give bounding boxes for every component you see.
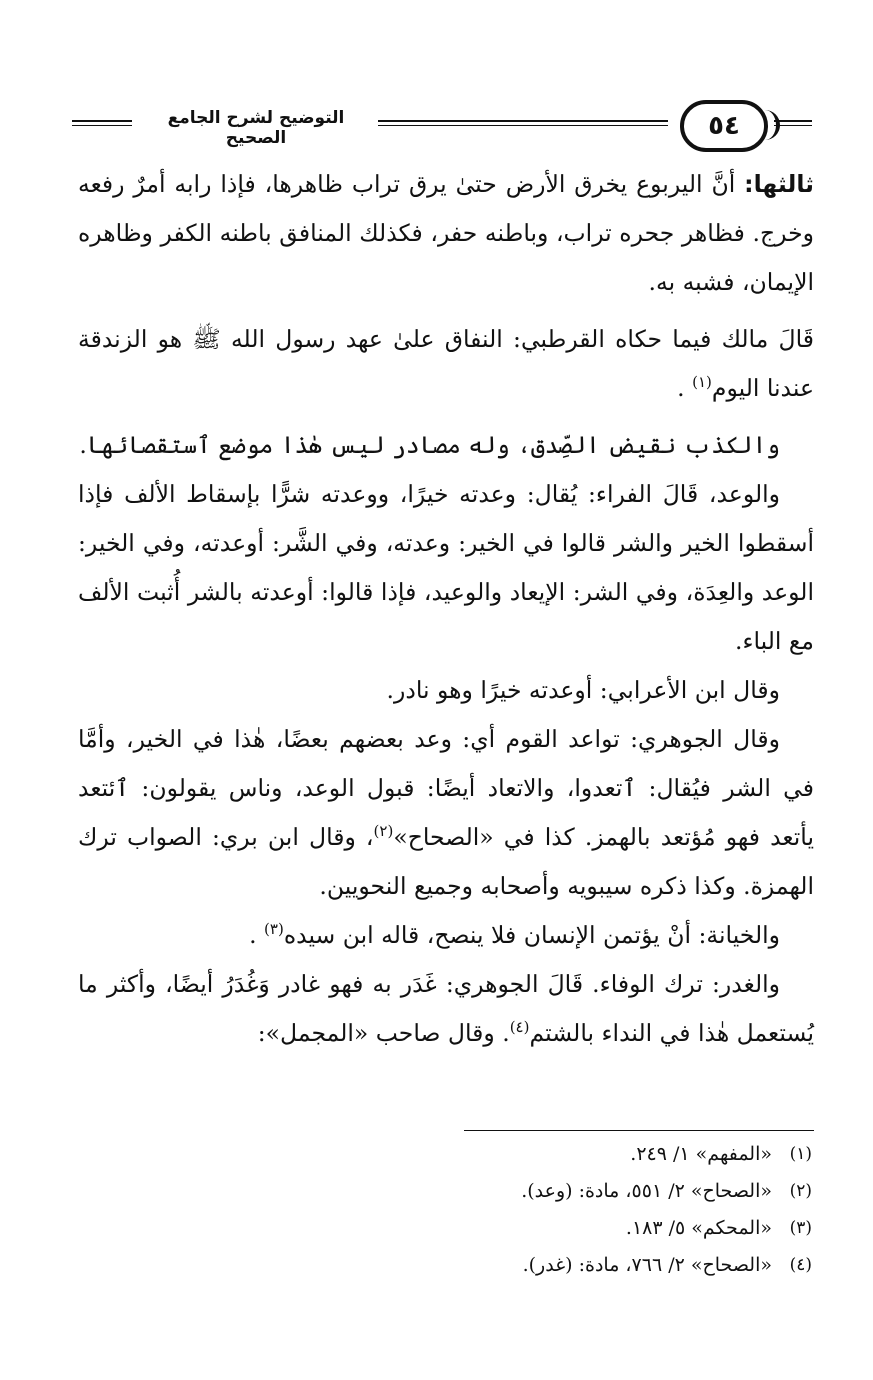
- paragraph-text: وقال ابن الأعرابي: أوعدته خيرًا وهو نادر.: [386, 676, 780, 704]
- paragraph-text-cont: ، وقال ابن بري: الصواب ترك الهمزة. وكذا ذكره سيبويه وأصحابه وجميع النحويين.: [78, 823, 814, 900]
- paragraph-4: [78, 470, 814, 666]
- running-header: [68, 98, 814, 158]
- footnote-text: «الصحاح» ٢/ ٥٥١، مادة: (وعد).: [521, 1180, 772, 1202]
- page-number-badge: [680, 100, 768, 152]
- paragraph-2: [78, 315, 814, 413]
- paragraph-text-cont: . وقال صاحب «المجمل»:: [257, 1019, 510, 1047]
- paragraph-8: [78, 960, 814, 1058]
- paragraph-text: والكذب نقيض الصِّدق، وله مصادر ليس هٰذا موضع ٱستقصائها.: [79, 431, 780, 459]
- paragraph-end: .: [249, 921, 257, 949]
- page-number: ٥٤: [708, 111, 740, 141]
- paragraph-text: والخيانة: أنْ يؤتمن الإنسان فلا ينصح، قاله ابن سيده: [283, 921, 780, 949]
- footnote-1: [380, 1136, 812, 1173]
- footnote-2: [380, 1173, 812, 1210]
- running-title: التوضيح لشرح الجامع الصحيح: [167, 108, 345, 148]
- paragraph-1: [78, 160, 814, 307]
- paragraph-3: [78, 421, 814, 470]
- footnote-3: [380, 1210, 812, 1247]
- footnotes: [380, 1136, 812, 1284]
- footnote-ref-4[interactable]: (٤): [509, 1018, 530, 1037]
- footnote-text: «المفهم» ١/ ٢٤٩.: [630, 1143, 772, 1165]
- header-rule-right: [774, 120, 812, 126]
- paragraph-text: والوعد، قَالَ الفراء: يُقال: وعدته خيرًا، ووعدته شرًّا بإسقاط الألف فإذا أسقطوا الخير والشر قالوا في الخير: وعدته، وفي الشَّر: أوعدته، وفي الخير: الوعد والعِدَة، وفي الشر: الإيعاد والوعيد، فإذا قالوا: أوعدته بالشر أُثبت الألف مع الباء.: [78, 480, 814, 655]
- footnote-ref-3[interactable]: (٣): [264, 920, 284, 939]
- paragraph-5: [78, 666, 814, 715]
- footnote-ref-2[interactable]: (٢): [373, 822, 394, 841]
- footnote-number: (٢): [789, 1181, 812, 1201]
- footnote-ref-1[interactable]: (١): [692, 373, 712, 392]
- footnote-number: (١): [789, 1144, 812, 1164]
- paragraph-7: [78, 911, 814, 960]
- header-rule-middle: [378, 120, 668, 126]
- footnote-divider: [464, 1130, 814, 1131]
- footnote-number: (٤): [789, 1255, 812, 1275]
- footnote-4: [380, 1247, 812, 1284]
- main-text: [78, 160, 814, 1058]
- paragraph-text: والغدر: ترك الوفاء. قَالَ الجوهري: غَدَر به فهو غادر وَغُدَرُ أيضًا، وأكثر ما يُستعمل هٰذا في النداء بالشتم: [78, 970, 814, 1047]
- paragraph-end: .: [677, 374, 685, 402]
- paragraph-lead: ثالثها:: [744, 170, 814, 198]
- header-rule-left: [72, 120, 132, 126]
- paragraph-text: قَالَ مالك فيما حكاه القرطبي: النفاق علىٰ عهد رسول الله ﷺ هو الزندقة عندنا اليوم: [78, 325, 814, 402]
- paragraph-6: [78, 715, 814, 911]
- footnote-number: (٣): [789, 1218, 812, 1238]
- footnote-text: «المحكم» ٥/ ١٨٣.: [625, 1217, 772, 1239]
- footnote-text: «الصحاح» ٢/ ٧٦٦، مادة: (غدر).: [522, 1254, 772, 1276]
- paragraph-text: أنَّ اليربوع يخرق الأرض حتىٰ يرق تراب ظاهرها، فإذا رابه أمرٌ رفعه وخرج. فظاهر جحره تراب، وباطنه حفر، فكذلك المنافق باطنه الكفر وظاهره الإيمان، فشبه به.: [78, 170, 814, 296]
- paragraph-text: وقال الجوهري: تواعد القوم أي: وعد بعضهم بعضًا، هٰذا في الخير، وأمَّا في الشر فيُقال: ٱتعدوا، والاتعاد أيضًا: قبول الوعد، وناس يقولون: ٱئتعد يأتعد فهو مُؤتعد بالهمز. كذا في «الصحاح»: [78, 725, 815, 851]
